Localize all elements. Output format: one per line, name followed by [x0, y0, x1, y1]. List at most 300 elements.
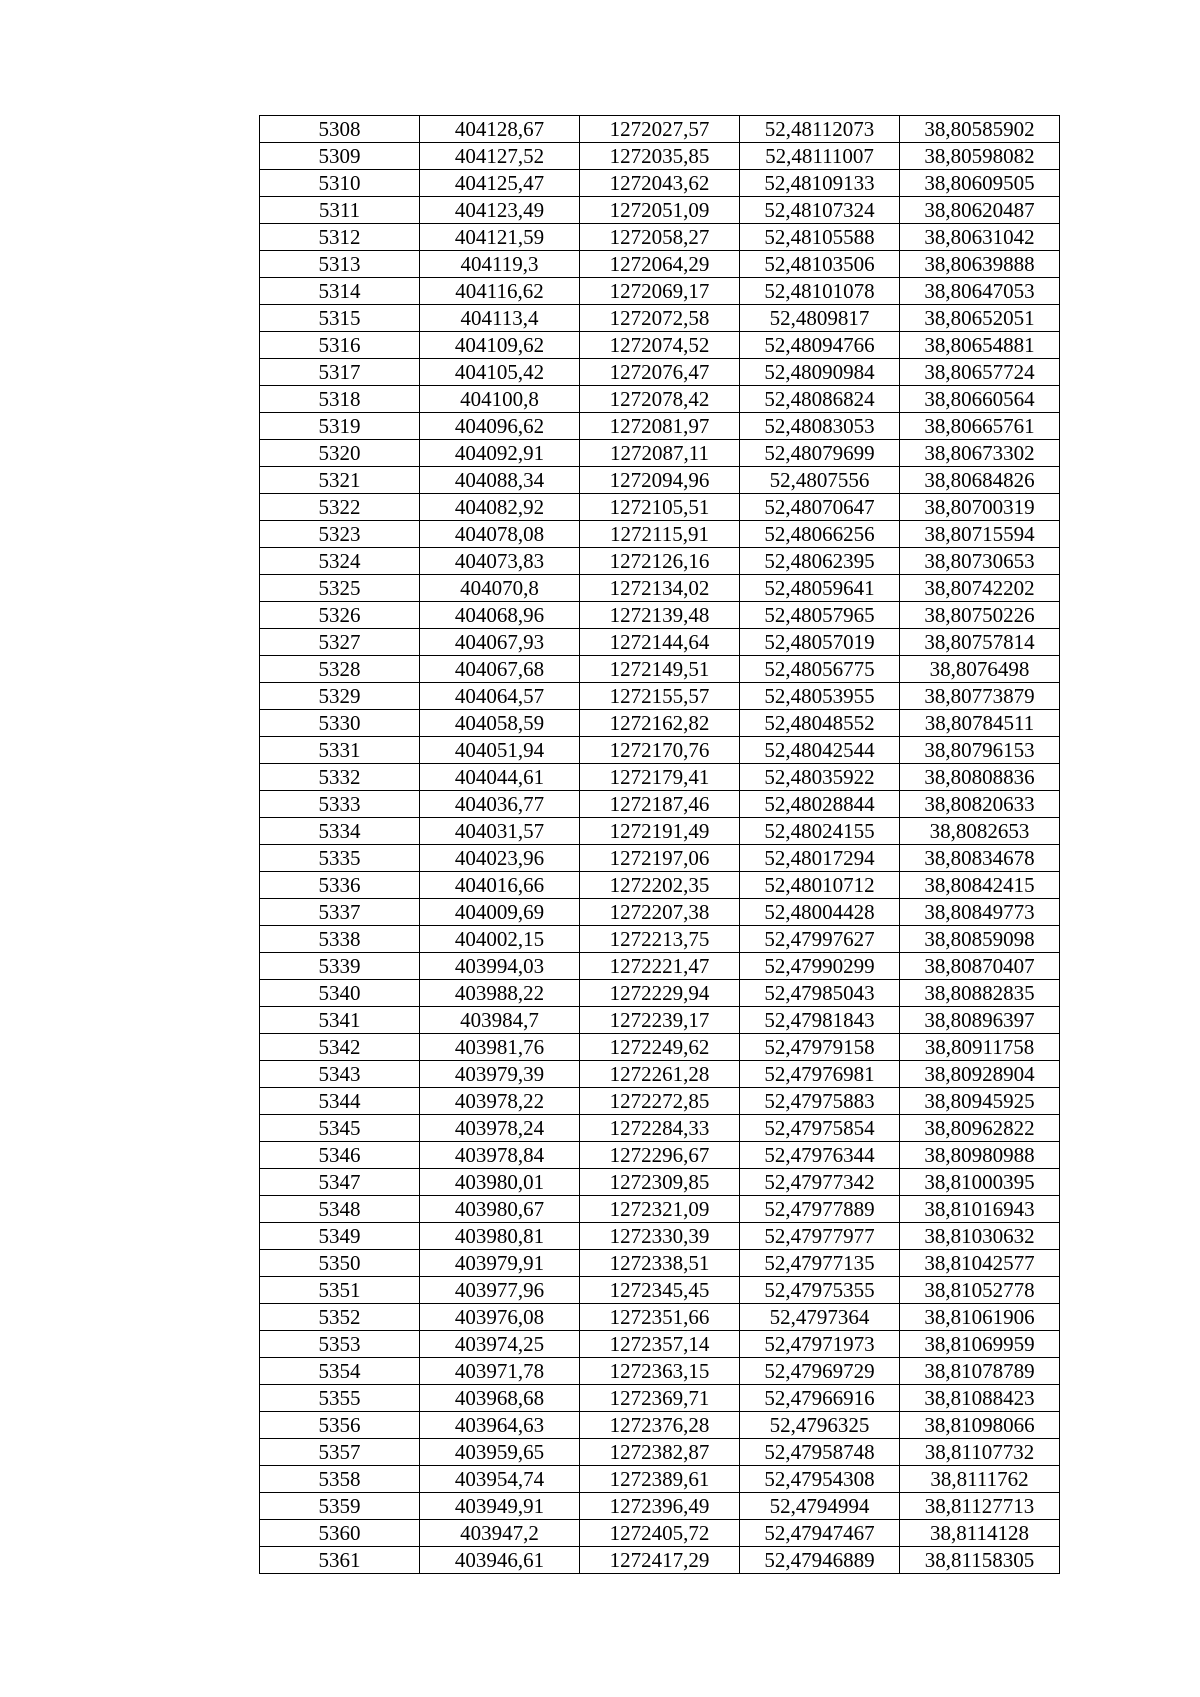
x-coordinate-cell: 404113,4: [420, 305, 580, 332]
longitude-cell: 38,80784511: [900, 710, 1060, 737]
x-coordinate-cell: 404051,94: [420, 737, 580, 764]
longitude-cell: 38,80660564: [900, 386, 1060, 413]
latitude-cell: 52,47954308: [740, 1466, 900, 1493]
x-coordinate-cell: 404031,57: [420, 818, 580, 845]
latitude-cell: 52,47997627: [740, 926, 900, 953]
y-coordinate-cell: 1272064,29: [580, 251, 740, 278]
point-number-cell: 5359: [260, 1493, 420, 1520]
latitude-cell: 52,47976344: [740, 1142, 900, 1169]
table-row: [260, 845, 1060, 872]
latitude-cell: 52,48057019: [740, 629, 900, 656]
latitude-cell: 52,47969729: [740, 1358, 900, 1385]
x-coordinate-cell: 403968,68: [420, 1385, 580, 1412]
point-number-cell: 5329: [260, 683, 420, 710]
longitude-cell: 38,80911758: [900, 1034, 1060, 1061]
point-number-cell: 5313: [260, 251, 420, 278]
point-number-cell: 5327: [260, 629, 420, 656]
longitude-cell: 38,81069959: [900, 1331, 1060, 1358]
longitude-cell: 38,80652051: [900, 305, 1060, 332]
y-coordinate-cell: 1272389,61: [580, 1466, 740, 1493]
longitude-cell: 38,81061906: [900, 1304, 1060, 1331]
point-number-cell: 5321: [260, 467, 420, 494]
point-number-cell: 5350: [260, 1250, 420, 1277]
latitude-cell: 52,48028844: [740, 791, 900, 818]
point-number-cell: 5324: [260, 548, 420, 575]
coordinates-table-body: [260, 116, 1060, 1574]
x-coordinate-cell: 403971,78: [420, 1358, 580, 1385]
latitude-cell: 52,48048552: [740, 710, 900, 737]
longitude-cell: 38,81030632: [900, 1223, 1060, 1250]
latitude-cell: 52,48035922: [740, 764, 900, 791]
longitude-cell: 38,80980988: [900, 1142, 1060, 1169]
longitude-cell: 38,80796153: [900, 737, 1060, 764]
longitude-cell: 38,80757814: [900, 629, 1060, 656]
point-number-cell: 5318: [260, 386, 420, 413]
latitude-cell: 52,48083053: [740, 413, 900, 440]
y-coordinate-cell: 1272043,62: [580, 170, 740, 197]
latitude-cell: 52,48094766: [740, 332, 900, 359]
x-coordinate-cell: 403978,22: [420, 1088, 580, 1115]
longitude-cell: 38,81098066: [900, 1412, 1060, 1439]
y-coordinate-cell: 1272221,47: [580, 953, 740, 980]
x-coordinate-cell: 404058,59: [420, 710, 580, 737]
latitude-cell: 52,48103506: [740, 251, 900, 278]
point-number-cell: 5319: [260, 413, 420, 440]
y-coordinate-cell: 1272197,06: [580, 845, 740, 872]
x-coordinate-cell: 403959,65: [420, 1439, 580, 1466]
x-coordinate-cell: 404016,66: [420, 872, 580, 899]
table-row: [260, 359, 1060, 386]
latitude-cell: 52,47946889: [740, 1547, 900, 1574]
x-coordinate-cell: 403964,63: [420, 1412, 580, 1439]
longitude-cell: 38,80684826: [900, 467, 1060, 494]
longitude-cell: 38,80870407: [900, 953, 1060, 980]
point-number-cell: 5356: [260, 1412, 420, 1439]
table-row: [260, 629, 1060, 656]
longitude-cell: 38,81127713: [900, 1493, 1060, 1520]
latitude-cell: 52,47958748: [740, 1439, 900, 1466]
point-number-cell: 5355: [260, 1385, 420, 1412]
point-number-cell: 5337: [260, 899, 420, 926]
table-row: [260, 548, 1060, 575]
point-number-cell: 5357: [260, 1439, 420, 1466]
longitude-cell: 38,8111762: [900, 1466, 1060, 1493]
y-coordinate-cell: 1272051,09: [580, 197, 740, 224]
latitude-cell: 52,48062395: [740, 548, 900, 575]
x-coordinate-cell: 404119,3: [420, 251, 580, 278]
x-coordinate-cell: 404109,62: [420, 332, 580, 359]
y-coordinate-cell: 1272155,57: [580, 683, 740, 710]
table-row: [260, 413, 1060, 440]
point-number-cell: 5345: [260, 1115, 420, 1142]
longitude-cell: 38,8076498: [900, 656, 1060, 683]
longitude-cell: 38,81000395: [900, 1169, 1060, 1196]
point-number-cell: 5335: [260, 845, 420, 872]
x-coordinate-cell: 403979,91: [420, 1250, 580, 1277]
x-coordinate-cell: 403947,2: [420, 1520, 580, 1547]
point-number-cell: 5333: [260, 791, 420, 818]
y-coordinate-cell: 1272321,09: [580, 1196, 740, 1223]
x-coordinate-cell: 404036,77: [420, 791, 580, 818]
point-number-cell: 5325: [260, 575, 420, 602]
y-coordinate-cell: 1272229,94: [580, 980, 740, 1007]
table-row: [260, 197, 1060, 224]
x-coordinate-cell: 404100,8: [420, 386, 580, 413]
y-coordinate-cell: 1272239,17: [580, 1007, 740, 1034]
x-coordinate-cell: 403979,39: [420, 1061, 580, 1088]
latitude-cell: 52,48024155: [740, 818, 900, 845]
x-coordinate-cell: 404073,83: [420, 548, 580, 575]
latitude-cell: 52,48112073: [740, 116, 900, 143]
point-number-cell: 5358: [260, 1466, 420, 1493]
y-coordinate-cell: 1272382,87: [580, 1439, 740, 1466]
y-coordinate-cell: 1272376,28: [580, 1412, 740, 1439]
x-coordinate-cell: 403976,08: [420, 1304, 580, 1331]
table-row: [260, 467, 1060, 494]
x-coordinate-cell: 403949,91: [420, 1493, 580, 1520]
x-coordinate-cell: 403974,25: [420, 1331, 580, 1358]
latitude-cell: 52,48105588: [740, 224, 900, 251]
table-row: [260, 656, 1060, 683]
longitude-cell: 38,8082653: [900, 818, 1060, 845]
point-number-cell: 5317: [260, 359, 420, 386]
latitude-cell: 52,4807556: [740, 467, 900, 494]
y-coordinate-cell: 1272417,29: [580, 1547, 740, 1574]
latitude-cell: 52,47979158: [740, 1034, 900, 1061]
y-coordinate-cell: 1272296,67: [580, 1142, 740, 1169]
x-coordinate-cell: 403978,84: [420, 1142, 580, 1169]
point-number-cell: 5322: [260, 494, 420, 521]
y-coordinate-cell: 1272338,51: [580, 1250, 740, 1277]
x-coordinate-cell: 404023,96: [420, 845, 580, 872]
x-coordinate-cell: 403980,67: [420, 1196, 580, 1223]
longitude-cell: 38,80639888: [900, 251, 1060, 278]
table-row: [260, 926, 1060, 953]
latitude-cell: 52,48053955: [740, 683, 900, 710]
y-coordinate-cell: 1272261,28: [580, 1061, 740, 1088]
point-number-cell: 5308: [260, 116, 420, 143]
x-coordinate-cell: 404064,57: [420, 683, 580, 710]
table-row: [260, 1169, 1060, 1196]
latitude-cell: 52,47975854: [740, 1115, 900, 1142]
longitude-cell: 38,80657724: [900, 359, 1060, 386]
longitude-cell: 38,80647053: [900, 278, 1060, 305]
latitude-cell: 52,48059641: [740, 575, 900, 602]
longitude-cell: 38,80928904: [900, 1061, 1060, 1088]
y-coordinate-cell: 1272170,76: [580, 737, 740, 764]
latitude-cell: 52,47977977: [740, 1223, 900, 1250]
latitude-cell: 52,47985043: [740, 980, 900, 1007]
latitude-cell: 52,48057965: [740, 602, 900, 629]
point-number-cell: 5338: [260, 926, 420, 953]
y-coordinate-cell: 1272126,16: [580, 548, 740, 575]
latitude-cell: 52,47975883: [740, 1088, 900, 1115]
coordinates-table: [259, 115, 1060, 1574]
longitude-cell: 38,80631042: [900, 224, 1060, 251]
table-row: [260, 1250, 1060, 1277]
latitude-cell: 52,47966916: [740, 1385, 900, 1412]
point-number-cell: 5353: [260, 1331, 420, 1358]
longitude-cell: 38,80715594: [900, 521, 1060, 548]
x-coordinate-cell: 403954,74: [420, 1466, 580, 1493]
latitude-cell: 52,48079699: [740, 440, 900, 467]
x-coordinate-cell: 404067,68: [420, 656, 580, 683]
longitude-cell: 38,80730653: [900, 548, 1060, 575]
x-coordinate-cell: 404096,62: [420, 413, 580, 440]
x-coordinate-cell: 404121,59: [420, 224, 580, 251]
y-coordinate-cell: 1272191,49: [580, 818, 740, 845]
table-row: [260, 1142, 1060, 1169]
point-number-cell: 5316: [260, 332, 420, 359]
longitude-cell: 38,80849773: [900, 899, 1060, 926]
point-number-cell: 5315: [260, 305, 420, 332]
y-coordinate-cell: 1272309,85: [580, 1169, 740, 1196]
table-row: [260, 1034, 1060, 1061]
table-row: [260, 278, 1060, 305]
x-coordinate-cell: 404009,69: [420, 899, 580, 926]
x-coordinate-cell: 403980,81: [420, 1223, 580, 1250]
table-row: [260, 332, 1060, 359]
y-coordinate-cell: 1272072,58: [580, 305, 740, 332]
y-coordinate-cell: 1272134,02: [580, 575, 740, 602]
longitude-cell: 38,80834678: [900, 845, 1060, 872]
latitude-cell: 52,48056775: [740, 656, 900, 683]
latitude-cell: 52,4809817: [740, 305, 900, 332]
latitude-cell: 52,47981843: [740, 1007, 900, 1034]
table-row: [260, 980, 1060, 1007]
y-coordinate-cell: 1272035,85: [580, 143, 740, 170]
y-coordinate-cell: 1272272,85: [580, 1088, 740, 1115]
y-coordinate-cell: 1272081,97: [580, 413, 740, 440]
y-coordinate-cell: 1272396,49: [580, 1493, 740, 1520]
point-number-cell: 5336: [260, 872, 420, 899]
latitude-cell: 52,47947467: [740, 1520, 900, 1547]
longitude-cell: 38,81107732: [900, 1439, 1060, 1466]
y-coordinate-cell: 1272115,91: [580, 521, 740, 548]
point-number-cell: 5351: [260, 1277, 420, 1304]
x-coordinate-cell: 404044,61: [420, 764, 580, 791]
table-row: [260, 251, 1060, 278]
point-number-cell: 5349: [260, 1223, 420, 1250]
y-coordinate-cell: 1272363,15: [580, 1358, 740, 1385]
latitude-cell: 52,48111007: [740, 143, 900, 170]
longitude-cell: 38,80609505: [900, 170, 1060, 197]
table-row: [260, 953, 1060, 980]
point-number-cell: 5311: [260, 197, 420, 224]
y-coordinate-cell: 1272105,51: [580, 494, 740, 521]
longitude-cell: 38,80585902: [900, 116, 1060, 143]
longitude-cell: 38,80773879: [900, 683, 1060, 710]
latitude-cell: 52,48042544: [740, 737, 900, 764]
x-coordinate-cell: 403988,22: [420, 980, 580, 1007]
y-coordinate-cell: 1272087,11: [580, 440, 740, 467]
point-number-cell: 5340: [260, 980, 420, 1007]
y-coordinate-cell: 1272351,66: [580, 1304, 740, 1331]
x-coordinate-cell: 404127,52: [420, 143, 580, 170]
longitude-cell: 38,81158305: [900, 1547, 1060, 1574]
latitude-cell: 52,47971973: [740, 1331, 900, 1358]
table-row: [260, 1304, 1060, 1331]
table-row: [260, 386, 1060, 413]
table-row: [260, 1547, 1060, 1574]
longitude-cell: 38,80654881: [900, 332, 1060, 359]
longitude-cell: 38,81042577: [900, 1250, 1060, 1277]
table-row: [260, 521, 1060, 548]
point-number-cell: 5328: [260, 656, 420, 683]
table-row: [260, 1493, 1060, 1520]
longitude-cell: 38,80598082: [900, 143, 1060, 170]
latitude-cell: 52,48066256: [740, 521, 900, 548]
table-row: [260, 575, 1060, 602]
latitude-cell: 52,48101078: [740, 278, 900, 305]
x-coordinate-cell: 403977,96: [420, 1277, 580, 1304]
point-number-cell: 5323: [260, 521, 420, 548]
longitude-cell: 38,81088423: [900, 1385, 1060, 1412]
longitude-cell: 38,80962822: [900, 1115, 1060, 1142]
point-number-cell: 5314: [260, 278, 420, 305]
x-coordinate-cell: 404128,67: [420, 116, 580, 143]
point-number-cell: 5352: [260, 1304, 420, 1331]
y-coordinate-cell: 1272074,52: [580, 332, 740, 359]
longitude-cell: 38,81052778: [900, 1277, 1060, 1304]
latitude-cell: 52,48086824: [740, 386, 900, 413]
point-number-cell: 5334: [260, 818, 420, 845]
table-row: [260, 1520, 1060, 1547]
table-row: [260, 440, 1060, 467]
y-coordinate-cell: 1272179,41: [580, 764, 740, 791]
longitude-cell: 38,81078789: [900, 1358, 1060, 1385]
point-number-cell: 5310: [260, 170, 420, 197]
longitude-cell: 38,80859098: [900, 926, 1060, 953]
x-coordinate-cell: 404116,62: [420, 278, 580, 305]
longitude-cell: 38,80700319: [900, 494, 1060, 521]
point-number-cell: 5346: [260, 1142, 420, 1169]
x-coordinate-cell: 403978,24: [420, 1115, 580, 1142]
point-number-cell: 5348: [260, 1196, 420, 1223]
longitude-cell: 38,8114128: [900, 1520, 1060, 1547]
table-row: [260, 791, 1060, 818]
x-coordinate-cell: 404068,96: [420, 602, 580, 629]
y-coordinate-cell: 1272207,38: [580, 899, 740, 926]
point-number-cell: 5339: [260, 953, 420, 980]
y-coordinate-cell: 1272330,39: [580, 1223, 740, 1250]
longitude-cell: 38,80896397: [900, 1007, 1060, 1034]
y-coordinate-cell: 1272058,27: [580, 224, 740, 251]
latitude-cell: 52,47977889: [740, 1196, 900, 1223]
table-row: [260, 1007, 1060, 1034]
point-number-cell: 5342: [260, 1034, 420, 1061]
latitude-cell: 52,47977135: [740, 1250, 900, 1277]
latitude-cell: 52,48070647: [740, 494, 900, 521]
x-coordinate-cell: 404125,47: [420, 170, 580, 197]
longitude-cell: 38,80620487: [900, 197, 1060, 224]
table-row: [260, 1061, 1060, 1088]
x-coordinate-cell: 404123,49: [420, 197, 580, 224]
x-coordinate-cell: 404092,91: [420, 440, 580, 467]
longitude-cell: 38,81016943: [900, 1196, 1060, 1223]
table-row: [260, 170, 1060, 197]
y-coordinate-cell: 1272069,17: [580, 278, 740, 305]
longitude-cell: 38,80842415: [900, 872, 1060, 899]
table-row: [260, 710, 1060, 737]
y-coordinate-cell: 1272345,45: [580, 1277, 740, 1304]
table-row: [260, 1088, 1060, 1115]
table-row: [260, 224, 1060, 251]
x-coordinate-cell: 404105,42: [420, 359, 580, 386]
longitude-cell: 38,80750226: [900, 602, 1060, 629]
point-number-cell: 5360: [260, 1520, 420, 1547]
x-coordinate-cell: 404070,8: [420, 575, 580, 602]
longitude-cell: 38,80820633: [900, 791, 1060, 818]
x-coordinate-cell: 403994,03: [420, 953, 580, 980]
y-coordinate-cell: 1272027,57: [580, 116, 740, 143]
point-number-cell: 5343: [260, 1061, 420, 1088]
longitude-cell: 38,80945925: [900, 1088, 1060, 1115]
table-row: [260, 305, 1060, 332]
point-number-cell: 5341: [260, 1007, 420, 1034]
latitude-cell: 52,47975355: [740, 1277, 900, 1304]
point-number-cell: 5320: [260, 440, 420, 467]
y-coordinate-cell: 1272357,14: [580, 1331, 740, 1358]
y-coordinate-cell: 1272078,42: [580, 386, 740, 413]
table-row: [260, 602, 1060, 629]
y-coordinate-cell: 1272094,96: [580, 467, 740, 494]
latitude-cell: 52,47976981: [740, 1061, 900, 1088]
longitude-cell: 38,80673302: [900, 440, 1060, 467]
latitude-cell: 52,47990299: [740, 953, 900, 980]
y-coordinate-cell: 1272284,33: [580, 1115, 740, 1142]
y-coordinate-cell: 1272202,35: [580, 872, 740, 899]
longitude-cell: 38,80882835: [900, 980, 1060, 1007]
table-row: [260, 116, 1060, 143]
table-row: [260, 1412, 1060, 1439]
table-row: [260, 1439, 1060, 1466]
point-number-cell: 5331: [260, 737, 420, 764]
x-coordinate-cell: 404088,34: [420, 467, 580, 494]
latitude-cell: 52,48107324: [740, 197, 900, 224]
latitude-cell: 52,48010712: [740, 872, 900, 899]
y-coordinate-cell: 1272249,62: [580, 1034, 740, 1061]
y-coordinate-cell: 1272076,47: [580, 359, 740, 386]
latitude-cell: 52,4796325: [740, 1412, 900, 1439]
table-row: [260, 1277, 1060, 1304]
x-coordinate-cell: 404078,08: [420, 521, 580, 548]
latitude-cell: 52,48004428: [740, 899, 900, 926]
longitude-cell: 38,80742202: [900, 575, 1060, 602]
latitude-cell: 52,47977342: [740, 1169, 900, 1196]
table-row: [260, 1466, 1060, 1493]
table-row: [260, 1223, 1060, 1250]
point-number-cell: 5330: [260, 710, 420, 737]
longitude-cell: 38,80665761: [900, 413, 1060, 440]
point-number-cell: 5344: [260, 1088, 420, 1115]
x-coordinate-cell: 403980,01: [420, 1169, 580, 1196]
y-coordinate-cell: 1272187,46: [580, 791, 740, 818]
y-coordinate-cell: 1272405,72: [580, 1520, 740, 1547]
latitude-cell: 52,4797364: [740, 1304, 900, 1331]
table-row: [260, 494, 1060, 521]
point-number-cell: 5332: [260, 764, 420, 791]
point-number-cell: 5309: [260, 143, 420, 170]
latitude-cell: 52,4794994: [740, 1493, 900, 1520]
y-coordinate-cell: 1272144,64: [580, 629, 740, 656]
x-coordinate-cell: 404067,93: [420, 629, 580, 656]
longitude-cell: 38,80808836: [900, 764, 1060, 791]
table-row: [260, 1385, 1060, 1412]
y-coordinate-cell: 1272369,71: [580, 1385, 740, 1412]
table-row: [260, 143, 1060, 170]
table-row: [260, 1331, 1060, 1358]
